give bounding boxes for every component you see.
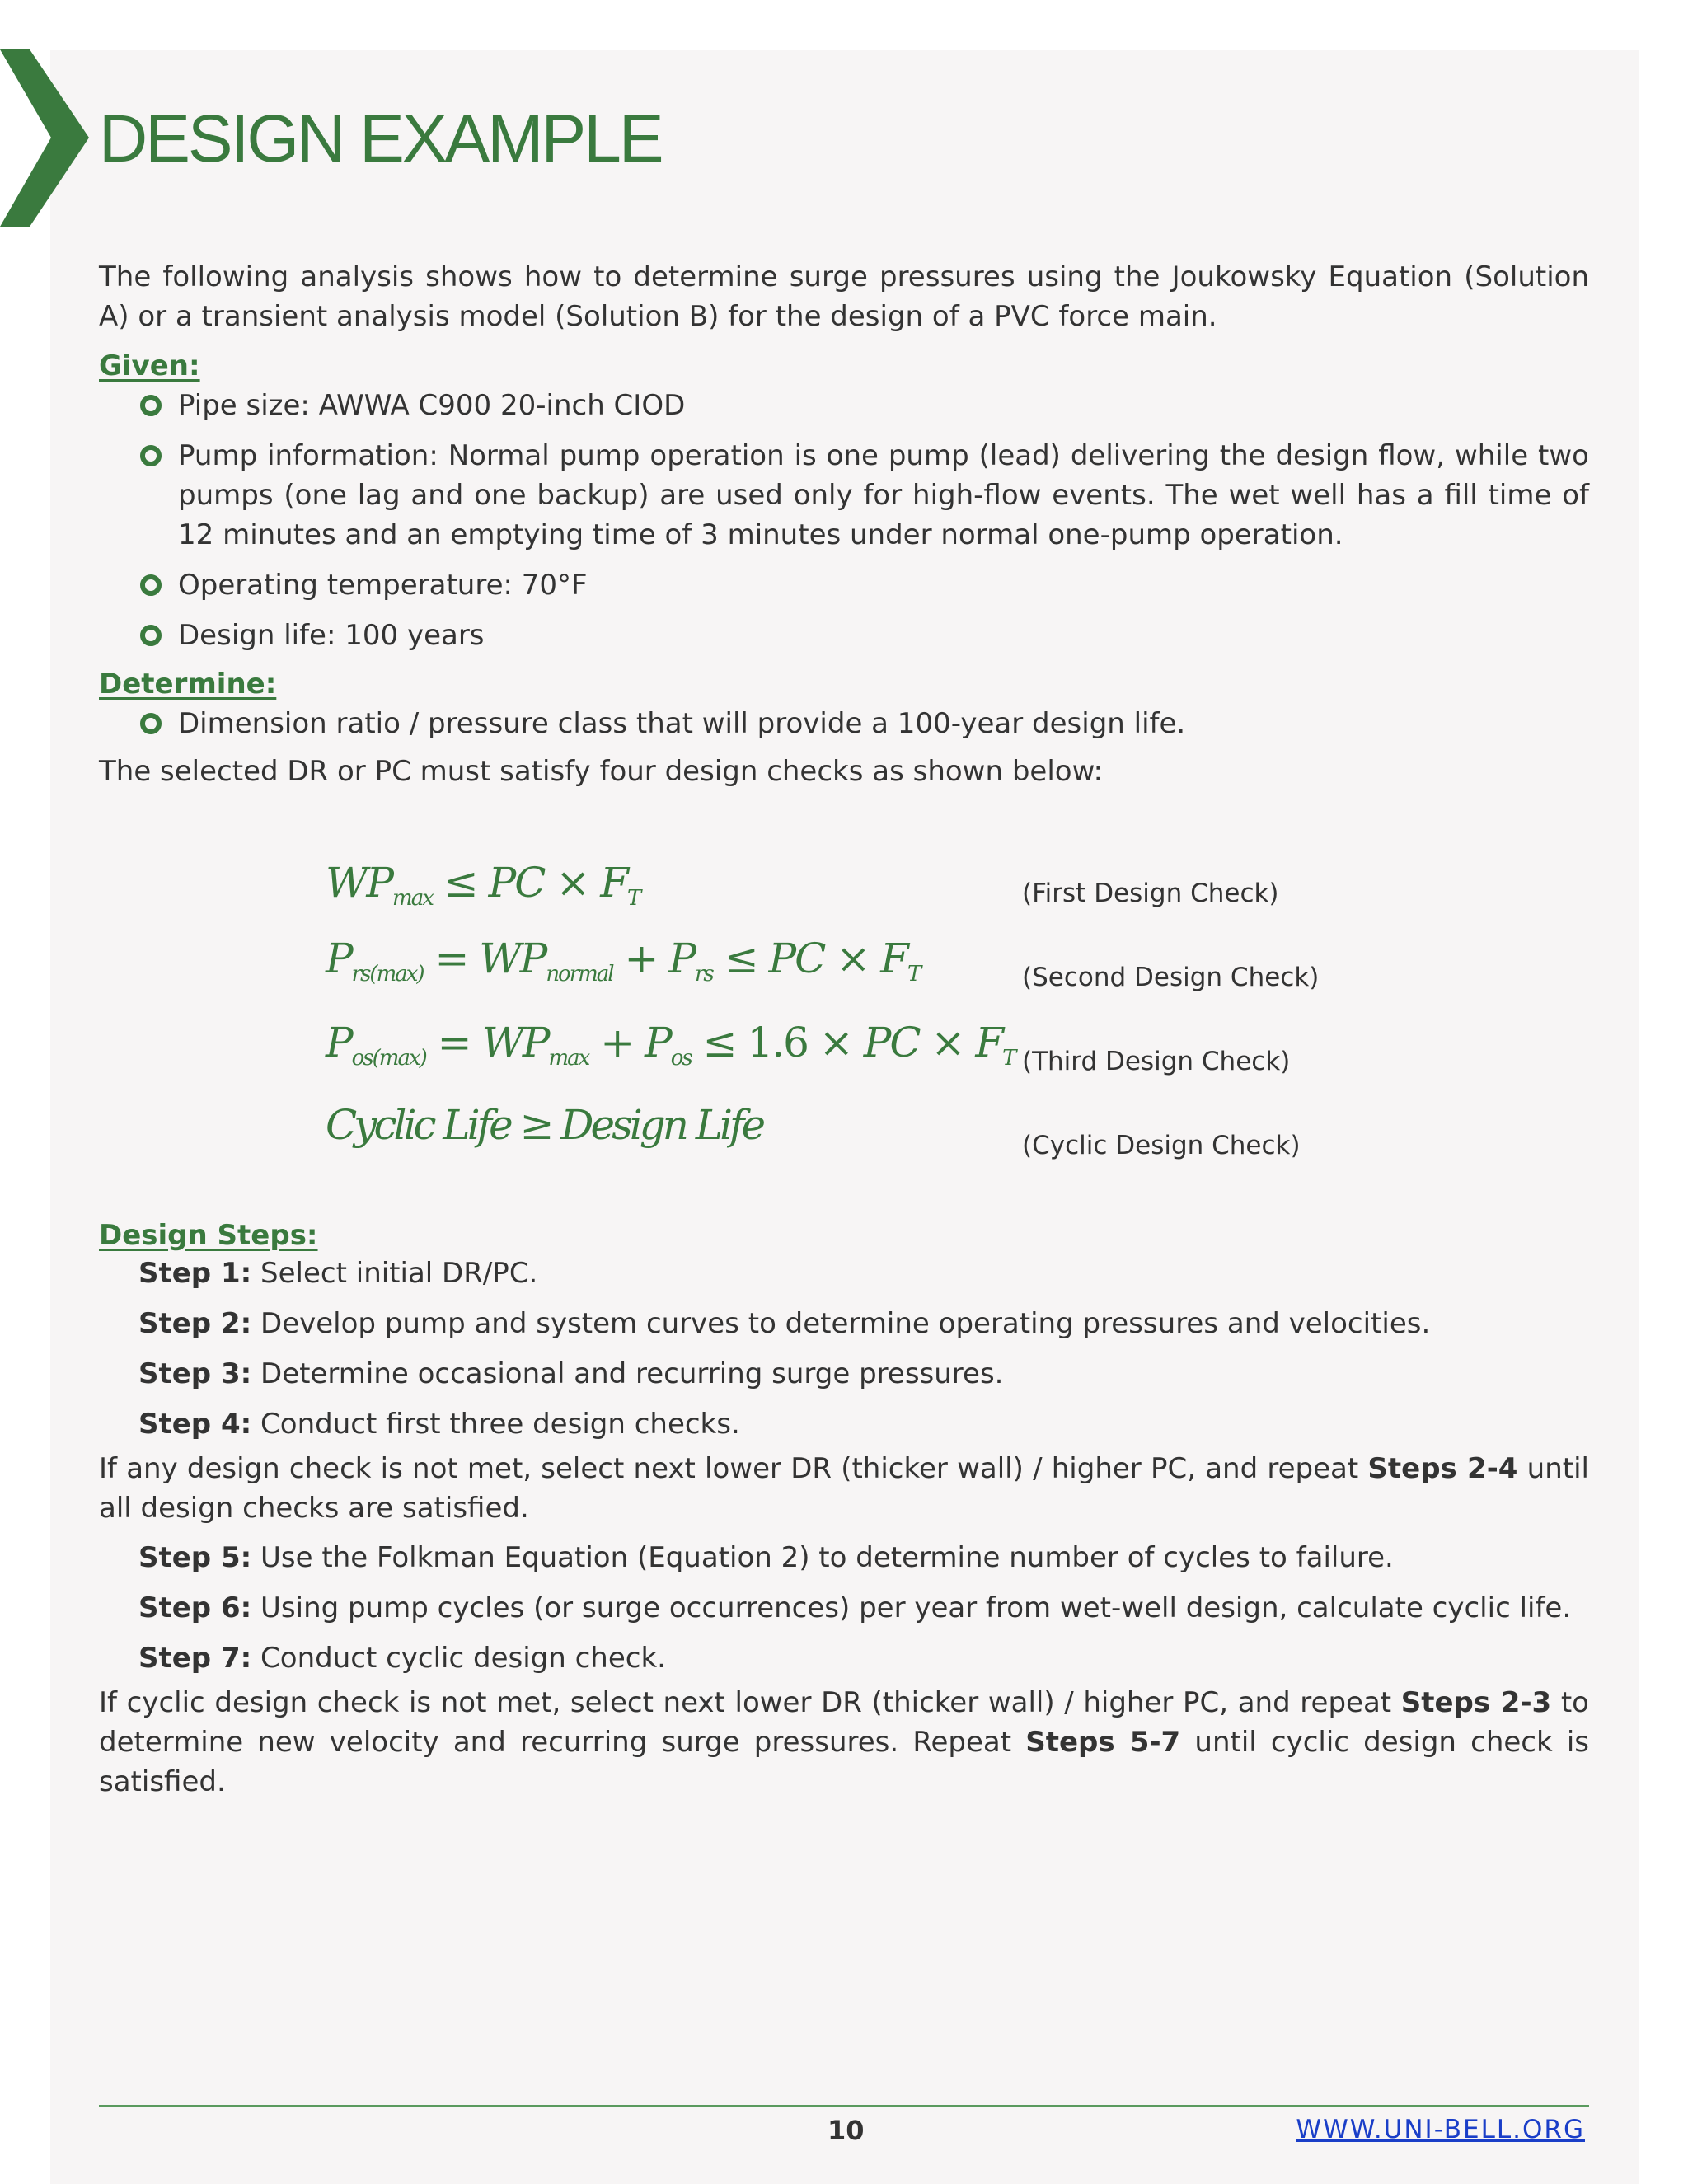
cyclic-check-label: (Cyclic Design Check) [1022, 1131, 1301, 1160]
step-3: Step 3: Determine occasional and recurring surge pressures. [138, 1357, 1004, 1390]
step-4: Step 4: Conduct first three design checks. [138, 1408, 740, 1441]
step-2: Step 2: Develop pump and system curves to determine operating pressures and velocities. [138, 1307, 1431, 1340]
step-7: Step 7: Conduct cyclic design check. [138, 1642, 666, 1675]
bullet-icon [140, 445, 162, 466]
step-5: Step 5: Use the Folkman Equation (Equation 2) to determine number of cycles to failure. [138, 1541, 1394, 1574]
list-item: Pipe size: AWWA C900 20-inch CIOD [99, 386, 1589, 425]
footer-divider [99, 2105, 1589, 2107]
bullet-icon [140, 395, 162, 416]
second-check-equation: $P_{rs(max)} = WP_{normal} + P_{rs}$ ≤ PC × $F_T$ [326, 935, 921, 987]
page-number: 10 [828, 2115, 865, 2146]
list-item: Operating temperature: 70°F [99, 565, 1589, 605]
given-heading: Given: [99, 349, 200, 382]
intro-paragraph: The following analysis shows how to determine surge pressures using the Joukowsky Equation (Solution A) or a transient analysis model (Solution B) for the design of a PVC force main. [99, 260, 1589, 333]
third-check-equation: $P_{os(max)} = WP_{max} + P_{os} \le 1.6$ × PC × $F_T$ [326, 1019, 1015, 1071]
step-1: Step 1: Select initial DR/PC. [138, 1257, 538, 1290]
list-item: Pump information: Normal pump operation is one pump (lead) delivering the design flow, while two pumps (one lag and one backup) are used only for high-flow events. The wet well has a fill time of 12 minutes and an emptying time of 3 minutes under normal one-pump operation. [99, 436, 1589, 555]
second-check-label: (Second Design Check) [1022, 963, 1320, 992]
repeat-note-1: If any design check is not met, select next lower DR (thicker wall) / higher PC, and repeat Steps 2-4 until all design checks are satisfied. [99, 1452, 1589, 1525]
design-check-equations [99, 834, 1589, 1184]
bullet-icon [140, 713, 162, 734]
main-content [99, 257, 1589, 1802]
design-steps-section [99, 1217, 1589, 1802]
cyclic-check-equation: Cyclic Life ≥ Design Life [326, 1101, 763, 1149]
repeat-note-2: If cyclic design check is not met, select next lower DR (thicker wall) / higher PC, and repeat Steps 2-3 to determine new velocity and recurring surge pressures. Repeat Steps 5-7 until cyclic design check is satisfied. [99, 1686, 1589, 1798]
third-check-label: (Third Design Check) [1022, 1047, 1291, 1076]
page-title: DESIGN EXAMPLE [99, 101, 662, 176]
determine-note: The selected DR or PC must satisfy four design checks as shown below: [99, 755, 1103, 788]
given-list [99, 386, 1589, 655]
first-check-equation: $WP_{max}$ ≤ PC × $F_T$ [326, 859, 640, 911]
design-steps-heading: Design Steps: [99, 1219, 318, 1252]
first-check-label: (First Design Check) [1022, 879, 1279, 908]
bullet-icon [140, 574, 162, 596]
chevron-arrow-icon [0, 49, 89, 227]
step-6: Step 6: Using pump cycles (or surge occurrences) per year from wet-well design, calculate cyclic life. [138, 1591, 1572, 1624]
list-item: Dimension ratio / pressure class that will provide a 100-year design life. [99, 704, 1589, 743]
list-item: Design life: 100 years [99, 616, 1589, 655]
website-link[interactable]: WWW.UNI-BELL.ORG [1296, 2115, 1585, 2144]
determine-heading: Determine: [99, 668, 277, 701]
bullet-icon [140, 625, 162, 646]
determine-list [99, 704, 1589, 743]
